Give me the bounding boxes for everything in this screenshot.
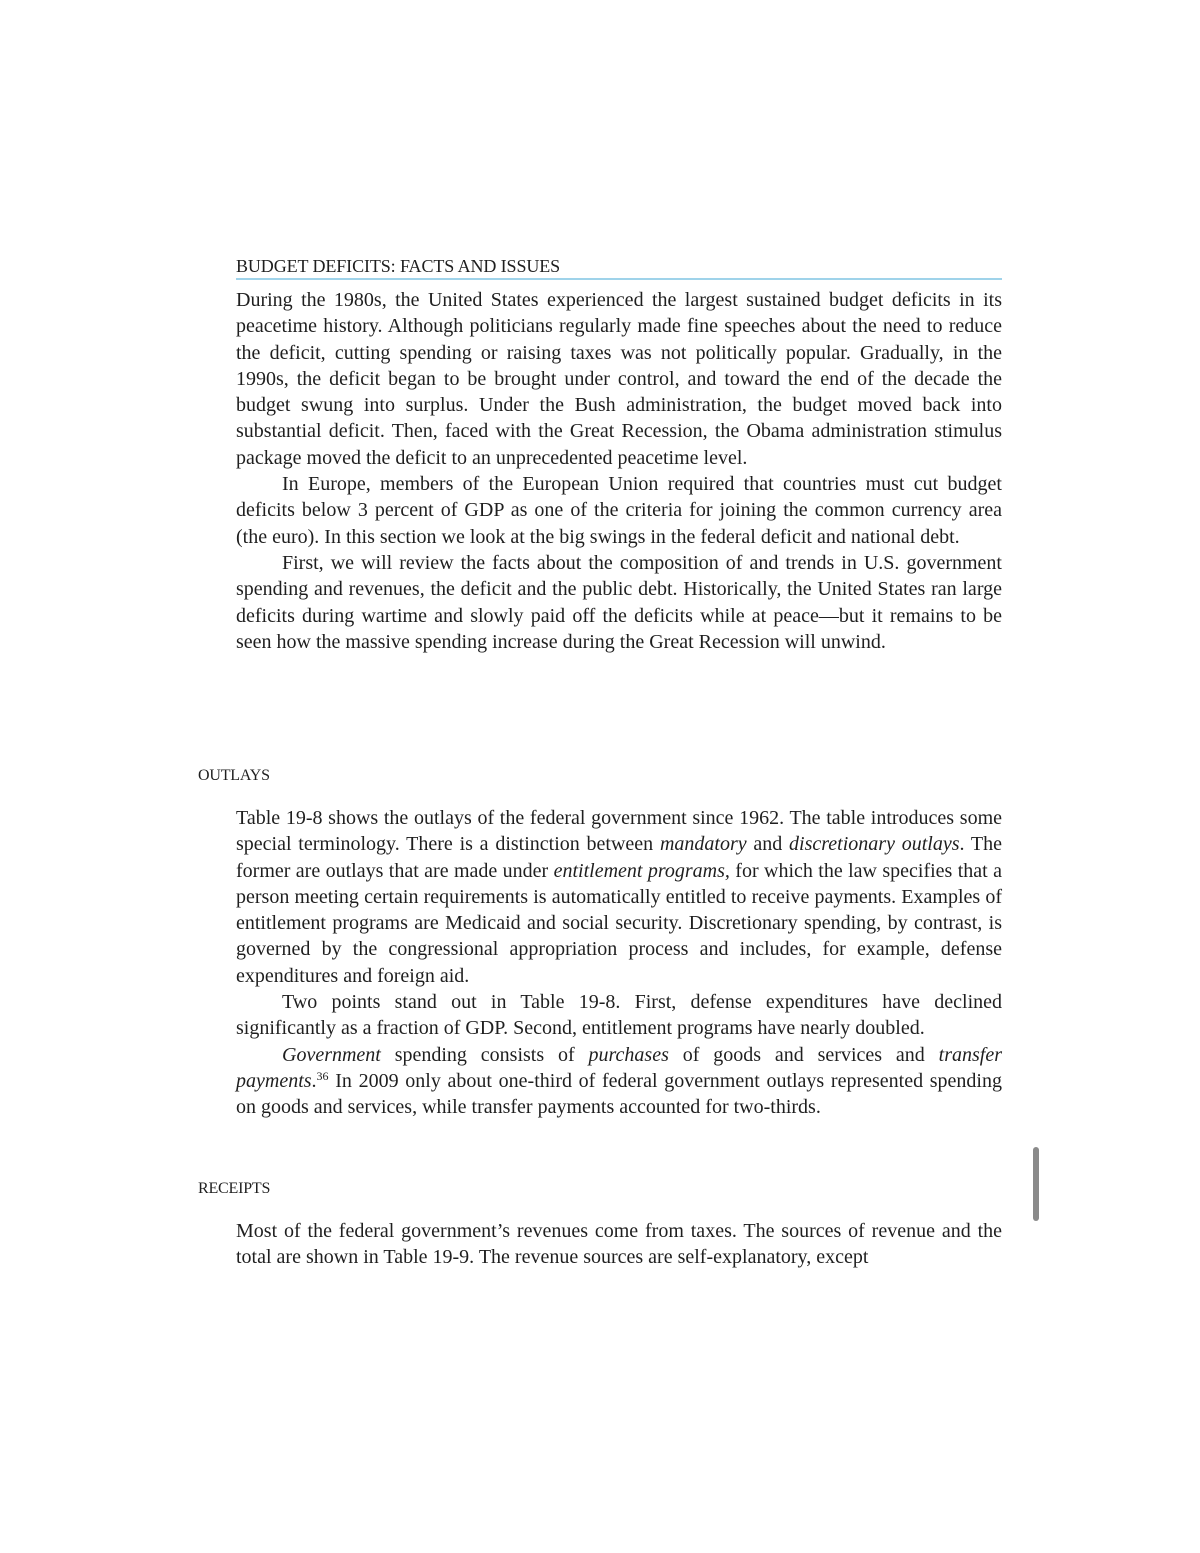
text-run: In 2009 only about one-third of federal government outlays represented spending on goods and services, while transfer payments accounted for two-thirds. [236,1069,1002,1119]
term-transfer-payments: transfer payments [236,1043,1002,1092]
term-government: Government [282,1043,381,1066]
text-run: for which the law specifies that a person meeting certain requirements is automatically entitled to receive payments. Examples of entitlement programs are Medicaid and social security. Discretionary spending, by contrast, is governed by the congressional appropriation process and includes, for example, defense expenditures and foreign aid. [236,859,1002,987]
footnote-marker[interactable]: 36 [316,1068,329,1083]
term-discretionary-outlays: discretionary outlays [789,833,960,856]
outlays-paragraph-2: Two points stand out in Table 19-8. First, defense expenditures have declined significantly as a fraction of GDP. Second, entitlement programs have nearly doubled. [236,991,1002,1040]
text-run: and [746,833,790,856]
text-run: Table 19-8 shows the outlays of the federal government since 1962. The table introduces some special terminology. There is a distinction between [236,807,1002,856]
term-mandatory: mandatory [659,833,747,856]
intro-paragraph-2: In Europe, members of the European Union required that countries must cut budget deficits below 3 percent of GDP as one of the criteria for joining the common currency area (the euro). In this section we look at the big swings in the federal deficit and national debt. [236,473,1002,548]
intro-paragraph-1: During the 1980s, the United States experienced the largest sustained budget deficits in its peacetime history. Although politicians regularly made fine speeches about the need to reduce the deficit, cutting spending or raising taxes was not politically popular. Gradually, in the 1990s, the deficit began to be brought under control, and toward the end of the decade the budget swung into surplus. Under the Bush administration, the budget moved back into substantial deficit. Then, faced with the Great Recession, the Obama administration stimulus package moved the deficit to an unprecedented peacetime level. [236,289,1002,469]
section-title: BUDGET DEFICITS: FACTS AND ISSUES [236,255,1002,280]
scrollbar-thumb[interactable] [1033,1147,1039,1221]
receipts-paragraph-1: Most of the federal government’s revenues come from taxes. The sources of revenue and the total are shown in Table 19-9. The revenue sources are self-explanatory, except [236,1220,1002,1269]
term-entitlement-programs: entitlement programs, [553,859,730,882]
outlays-text [236,805,1002,1121]
text-run: . [311,1069,317,1092]
outlays-paragraph-3 [236,1042,1002,1121]
receipts-text [236,1218,1002,1271]
outlays-paragraph-1 [236,805,1002,989]
intro-text [236,287,1002,655]
receipts-heading: RECEIPTS [198,1180,271,1197]
intro-paragraph-3: First, we will review the facts about the composition of and trends in U.S. government spending and revenues, the deficit and the public debt. Historically, the United States ran large deficits during wartime and slowly paid off the deficits while at peace—but it remains to be seen how the massive spending increase during the Great Recession will unwind. [236,551,1002,653]
term-purchases: purchases [588,1043,669,1066]
outlays-heading: OUTLAYS [198,767,270,784]
text-run: spending consists of [380,1043,589,1066]
text-run: . The former are outlays that are made under [236,833,1002,882]
text-run: of goods and services and [668,1043,939,1066]
